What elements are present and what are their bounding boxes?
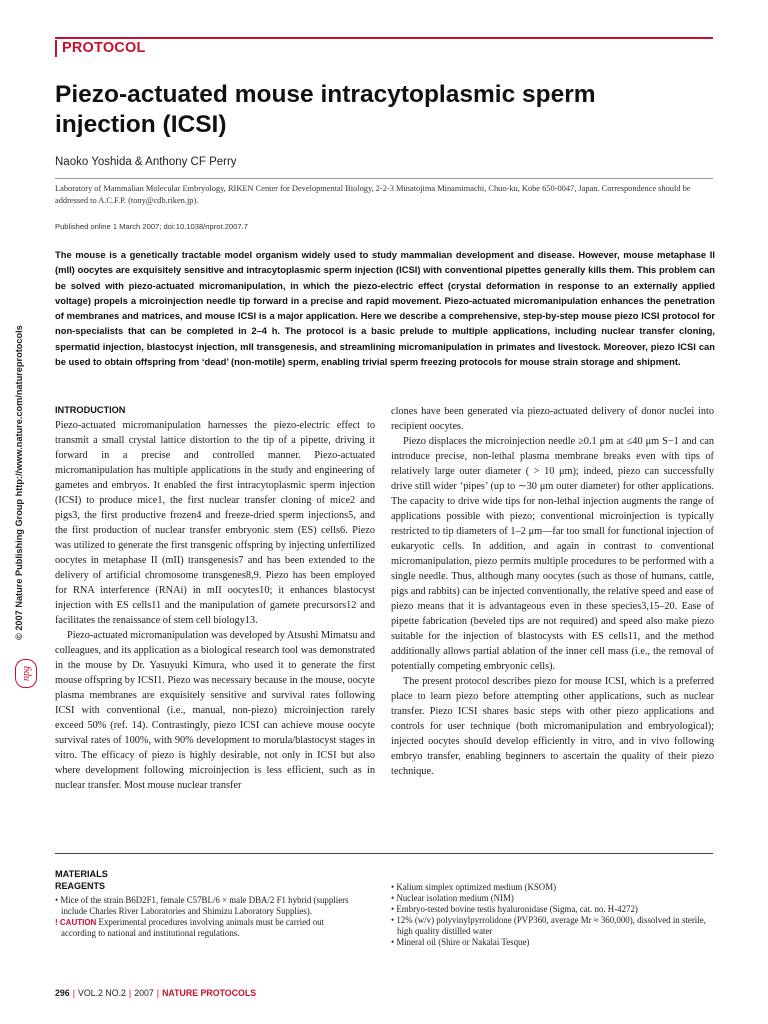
intro-paragraph: clones have been generated via piezo-actuated delivery of donor nuclei into recipient oocytes. [391,406,714,432]
reagent-item: • Nuclear isolation medium (NIM) [391,893,514,903]
volume-issue: VOL.2 NO.2 [77,988,126,998]
reagents-heading: REAGENTS [55,881,106,891]
section-label: PROTOCOL [62,40,146,56]
abstract: The mouse is a genetically tractable model organism widely used to study mammalian development and disease. However, mouse metaphase II (mII) oocytes are exquisitely sensitive and intracytoplasmic sperm injection (ICSI) with conventional pipettes generally kills them. This problem can be solved with piezo-actuated micromanipulation, in which the piezo-electric effect (crystal deformation in response to an externally applied voltage) propels a microinjection needle tip forward in a precise and rapid movement. Piezo-actuated micromanipulation enhances the penetration of membranes and matrices, and mouse ICSI is a major application. Here we describe a comprehensive, step-by-step mouse piezo ICSI protocol for non-specialists that can be completed in 2–4 h. The protocol is a basic prelude to multiple applications, including nuclear transfer cloning, spermatid injection, blastocyst injection, mII transgenesis, and streamlining micromanipulation in primates and livestock. Moreover, piezo ICSI can be used to obtain offspring from ‘dead’ (non-motile) sperm, enabling trivial sperm freezing protocols for mouse strain storage and shipment. [55,249,715,368]
author-list: Naoko Yoshida & Anthony CF Perry [55,156,237,168]
materials-rule [55,853,713,854]
caution-label: ! CAUTION [55,918,97,927]
publication-info: Published online 1 March 2007; doi:10.1038/nprot.2007.7 [55,222,248,231]
page-number: 296 [55,988,70,998]
affiliation-rule [55,178,713,179]
intro-paragraph: The present protocol describes piezo for mouse ICSI, which is a preferred place to learn piezo before attempting other applications, such as nuclear transfer. Piezo ICSI shares basic steps with other piezo applications and controls for user technique (both micromanipulation and embryological); injected oocytes should develop efficiently in vitro, and in vivo following embryo transfer, enabling beginners to ascertain the quality of their piezo technique. [391,676,714,777]
npg-logo-text: npg [20,666,32,681]
journal-name: NATURE PROTOCOLS [162,988,257,998]
materials-heading: MATERIALS [55,869,108,879]
reagents-right-list [391,882,716,948]
left-column [55,418,375,793]
reagent-item: • 12% (w/v) polyvinylpyrrolidone (PVP360, average Mr ≈ 360,000), dissolved in sterile, high quality distilled water [391,915,706,936]
intro-paragraph: Piezo-actuated micromanipulation was developed by Atsushi Mimatsu and colleagues, and its application as a biological research tool was demonstrated in the mouse by Dr. Yasuyuki Kimura, who used it to generate the first mouse offspring by ICSI1. Piezo was necessary because in the mouse, oocyte plasma membranes are exquisitely sensitive and survival rates following ICSI with conventional (i.e., manual, non-piezo) microinjection rarely exceed 50% (ref. 14). Contrastingly, piezo ICSI can achieve mouse oocyte survival rates of 100%, with 90% development to morula/blastocyst stages in vitro. The efficacy of piezo is highly desirable, not only in ICSI but also where development following microinjection is less efficient, such as in nuclear transfer. Most mouse nuclear transfer [55,630,375,791]
section-label-marker [55,40,57,57]
header-rule [55,37,713,39]
article-title: Piezo-actuated mouse intracytoplasmic sperm injection (ICSI) [55,81,596,138]
footer-year: 2007 [134,988,154,998]
right-column [391,404,714,779]
npg-logo [15,659,37,688]
page-footer: 296 | VOL.2 NO.2 | 2007 | NATURE PROTOCOLS [55,988,257,998]
intro-paragraph: Piezo displaces the microinjection needle ≥0.1 μm at ≤40 μm S−1 and can introduce precise, non-lethal plasma membrane breaks even with tips of relatively large outer diameter ( > 10 μm); indeed, piezo can successfully drive still wider ‘pipes’ (up to ∼30 μm outer diameter) for other applications. The capacity to drive wide tips for non-lethal injection augments the range of applications possible with piezo; conventional microinjection is typically restricted to tip diameters of 1–2 μm—far too small for functional injection of eukaryotic cells. In addition, and again in contrast to conventional micromanipulation, piezo permits multiple procedures to be performed with a single needle. Thus, although many oocytes (such as those of humans, cattle, pigs and rabbits) can be injected conventionally, the relative speed and ease of piezo means that it is advantageous even in these species3,15–20. Ease of pipette fabrication (beveled tips are not required) and speed also make piezo suitable for the injection of blastocysts with ES cells11, and the method additionally allows partial ablation of the inner cell mass (i.e., the removal of potentially competing embryonic cells). [391,436,714,672]
side-copyright-text: © 2007 Nature Publishing Group http://www.nature.com/natureprotocols [14,325,24,640]
caution-note [55,917,355,939]
intro-paragraph: Piezo-actuated micromanipulation harnesses the piezo-electric effect to transmit a small crystal lattice distortion to the tip of a pipette, driving it forward in a precise and controlled manner. Piezo-actuated micromanipulation has multiple applications in the study and engineering of gametes and embryos. It enabled the first intracytoplasmic sperm injection (ICSI) to produce mice1, the first nuclear transfer cloning of mice2 and pigs3, the first productive frozen4 and freeze-dried sperm injections5, and the first production of nuclear transfer embryonic stem (ES) cells6. Piezo was utilized to generate the first transgenic offspring by injecting unfertilized oocytes in metaphase II (mII) transgenesis7 and has been extended to the delivery of artificial chromosome transgenes8,9. Piezo has been employed for RNA interference (RNAi) in mII oocytes10; it enhances blastocyst injection with ES cells11 and the manipulation of gamete precursors12 and facilitates the renaissance of stem cell biology13. [55,420,375,626]
caution-text: Experimental procedures involving animals must be carried out according to national and institutional regulations. [61,917,325,938]
reagent-item: • Kalium simplex optimized medium (KSOM) [391,882,557,892]
reagents-left-list [55,895,355,939]
reagent-item: • Mineral oil (Shire or Nakalai Tesque) [391,937,530,947]
introduction-heading: INTRODUCTION [55,405,126,415]
reagent-item: • Embryo-tested bovine testis hyaluronidase (Sigma, cat. no. H-4272) [391,904,638,914]
reagent-item: • Mice of the strain B6D2F1, female C57BL/6 × male DBA/2 F1 hybrid (suppliers include Charles River Laboratories and Shimizu Laboratory Supplies). [55,895,349,916]
affiliation: Laboratory of Mammalian Molecular Embryology, RIKEN Center for Developmental Biology, 2-2-3 Minatojima Minamimachi, Chuo-ku, Kobe 650-0047, Japan. Correspondence should be addressed to A.C.F.P. (tony@cdb.riken.jp). [55,184,691,205]
